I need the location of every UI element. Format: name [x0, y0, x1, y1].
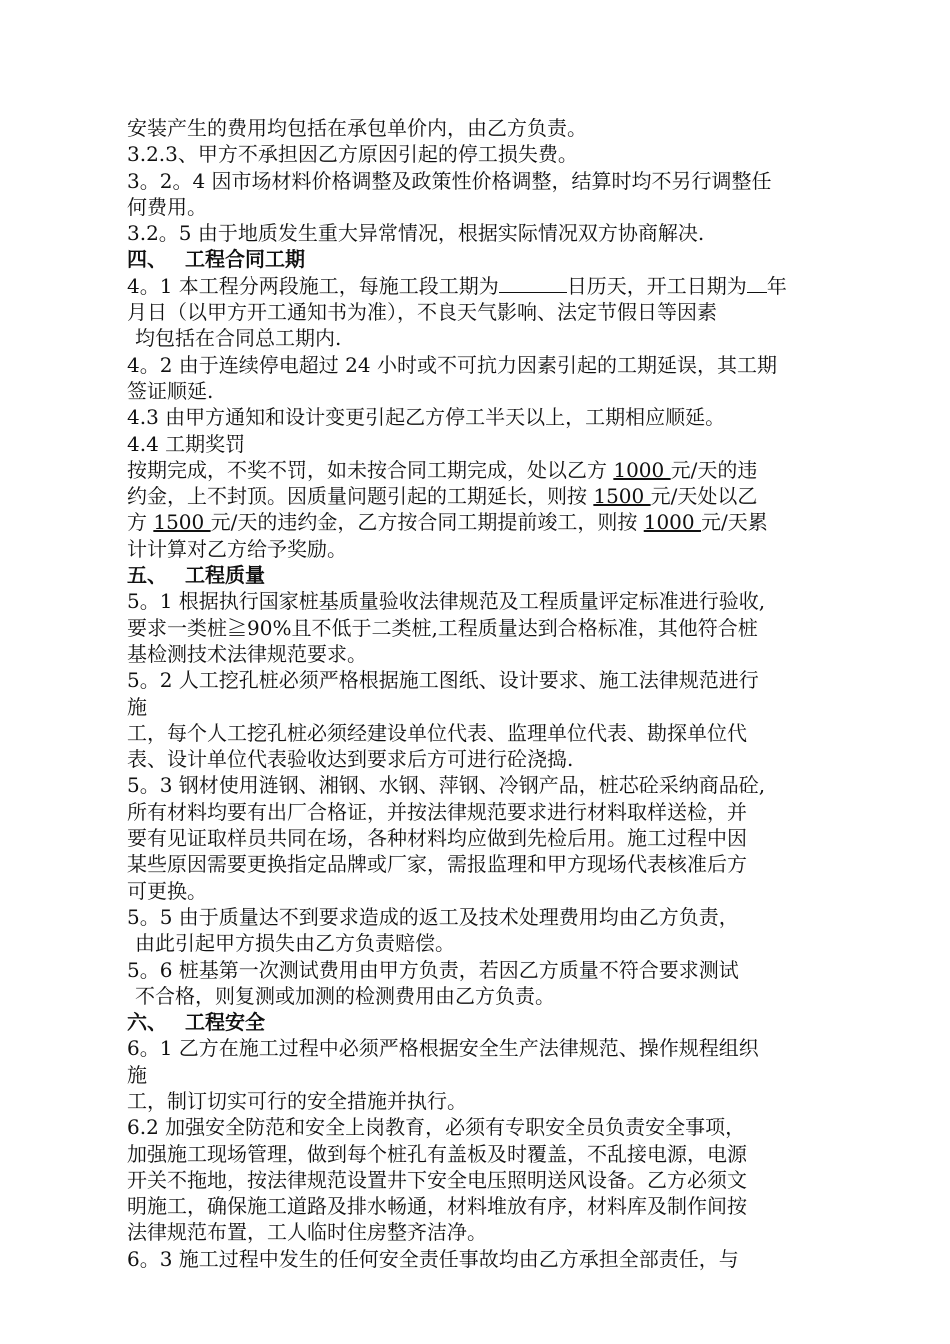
text-line: 法律规范布置，工人临时住房整齐洁净。	[127, 1220, 487, 1245]
text-line: 工，每个人工挖孔桩必须经建设单位代表、监理单位代表、勘探单位代	[127, 720, 747, 745]
text-line: 由此引起甲方损失由乙方负责赔偿。	[135, 931, 455, 956]
clause-4-1	[127, 273, 847, 299]
clause-3-2-3: 3.2.3、甲方不承担因乙方原因引起的停工损失费。	[127, 142, 578, 167]
clause-3-2-5: 3.2。5 由于地质发生重大异常情况，根据实际情况双方协商解决.	[127, 221, 705, 246]
text-line: 明施工，确保施工道路及排水畅通，材料堆放有序，材料库及制作间按	[127, 1194, 747, 1219]
text-line: 表、设计单位代表验收达到要求后方可进行砼浇捣.	[127, 747, 574, 772]
text-line: 施	[127, 694, 147, 719]
text-line	[127, 509, 847, 535]
section-number: 六、	[127, 1010, 167, 1035]
text-line: 要有见证取样员共同在场，各种材料均应做到先检后用。施工过程中因	[127, 826, 747, 851]
amount-underlined: 1000	[643, 510, 701, 535]
text-line: 某些原因需要更换指定品牌或厂家，需报监理和甲方现场代表核准后方	[127, 852, 747, 877]
section-heading-5	[127, 562, 847, 588]
clause-5-5: 5。5 由于质量达不到要求造成的返工及技术处理费用均由乙方负责，	[127, 904, 739, 929]
clause-3-2-4: 3。2。4 因市场材料价格调整及政策性价格调整，结算时均不另行调整任	[127, 168, 772, 193]
section-title: 工程质量	[185, 563, 265, 588]
text-segment: 年	[766, 273, 787, 298]
section-heading-4	[127, 246, 847, 272]
text-line: 施	[127, 1062, 147, 1087]
section-number: 四、	[127, 247, 167, 272]
text-line: 可更换。	[127, 878, 207, 903]
text-line: 计计算对乙方给予奖励。	[127, 536, 347, 561]
section-number: 五、	[127, 563, 167, 588]
clause-5-2: 5。2 人工挖孔桩必须严格根据施工图纸、设计要求、施工法律规范进行	[127, 668, 759, 693]
text-line: 何费用。	[127, 194, 207, 219]
clause-5-3: 5。3 钢材使用涟钢、湘钢、水钢、萍钢、冷钢产品，桩芯砼采纳商品砼,	[127, 773, 766, 798]
clause-6-2: 6.2 加强安全防范和安全上岗教育，必须有专职安全员负责安全事项，	[127, 1115, 746, 1140]
amount-underlined: 1000	[613, 457, 671, 482]
section-title: 工程合同工期	[185, 247, 305, 272]
text-segment: 约金，上不封顶。因质量问题引起的工期延长，则按	[127, 484, 594, 509]
clause-6-3: 6。3 施工过程中发生的任何安全责任事故均由乙方承担全部责任，与	[127, 1246, 739, 1271]
clause-4-3: 4.3 由甲方通知和设计变更引起乙方停工半天以上，工期相应顺延。	[127, 405, 726, 430]
contract-body	[127, 115, 847, 1272]
text-line: 均包括在合同总工期内.	[135, 326, 342, 351]
section-title: 工程安全	[185, 1010, 265, 1035]
text-line: 所有材料均要有出厂合格证，并按法律规范要求进行材料取样送检，并	[127, 799, 747, 824]
blank-field-year	[747, 274, 767, 293]
section-heading-6	[127, 1009, 847, 1035]
text-line: 月日（以甲方开工通知书为准），不良天气影响、法定节假日等因素	[127, 300, 717, 325]
text-segment: 元/天的违约金，乙方按合同工期提前竣工，则按	[210, 510, 644, 535]
text-segment: 元/天累	[701, 510, 768, 535]
text-line: 基检测技术法律规范要求。	[127, 641, 367, 666]
clause-4-4: 4.4 工期奖罚	[127, 431, 246, 456]
clause-5-1: 5。1 根据执行国家桩基质量验收法律规范及工程质量评定标准进行验收,	[127, 589, 766, 614]
text-segment: 方	[127, 510, 154, 535]
text-line	[127, 483, 847, 509]
clause-5-6: 5。6 桩基第一次测试费用由甲方负责，若因乙方质量不符合要求测试	[127, 957, 739, 982]
text-segment: 元/天处以乙	[650, 484, 758, 509]
clause-4-2: 4。2 由于连续停电超过 24 小时或不可抗力因素引起的工期延误，其工期	[127, 352, 777, 377]
text-segment: 日历天，开工日期为	[566, 273, 747, 298]
text-line: 签证顺延.	[127, 378, 214, 403]
text-line: 加强施工现场管理，做到每个桩孔有盖板及时覆盖，不乱接电源，电源	[127, 1141, 747, 1166]
blank-field-days	[499, 274, 567, 293]
text-line: 要求一类桩≧90%且不低于二类桩,工程质量达到合格标准，其他符合桩	[127, 615, 758, 640]
text-line: 工，制订切实可行的安全措施并执行。	[127, 1088, 467, 1113]
amount-underlined: 1500	[153, 510, 211, 535]
text-segment: 元/天的违	[670, 457, 758, 482]
text-line: 安装产生的费用均包括在承包单价内，由乙方负责。	[127, 116, 587, 140]
text-segment: 4。1 本工程分两段施工，每施工段工期为	[127, 273, 499, 298]
amount-underlined: 1500	[593, 484, 651, 509]
clause-6-1: 6。1 乙方在施工过程中必须严格根据安全生产法律规范、操作规程组织	[127, 1036, 759, 1061]
text-line: 开关不拖地，按法律规范设置井下安全电压照明送风设备。乙方必须文	[127, 1167, 747, 1192]
text-line	[127, 457, 847, 483]
text-segment: 按期完成，不奖不罚，如未按合同工期完成，处以乙方	[127, 457, 614, 482]
text-line: 不合格，则复测或加测的检测费用由乙方负责。	[135, 983, 555, 1008]
